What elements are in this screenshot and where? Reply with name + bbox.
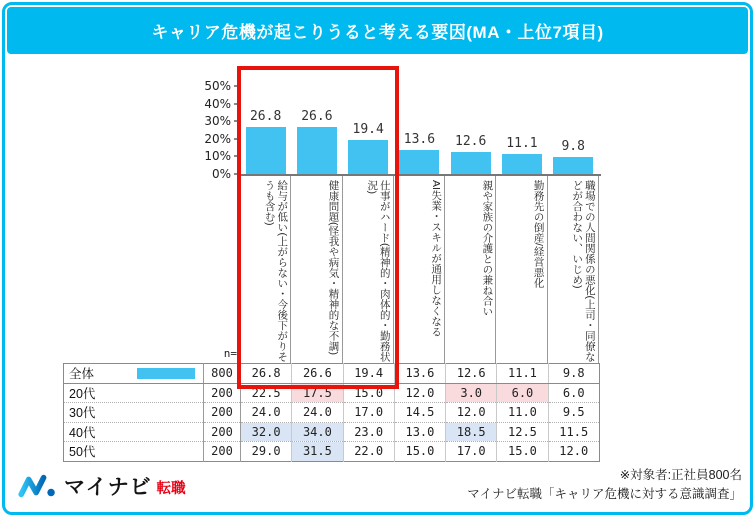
row-label: 30代 bbox=[69, 406, 96, 421]
logo-brand-text: マイナビ bbox=[64, 476, 152, 499]
table-cell-value: 24.0 bbox=[241, 403, 292, 423]
table-cell-value: 22.5 bbox=[241, 383, 292, 403]
table-row bbox=[64, 442, 600, 462]
category-label: 親や家族の介護との兼ね合い bbox=[445, 176, 496, 363]
table-cell-value: 13.0 bbox=[394, 422, 445, 442]
table-cell-value: 12.0 bbox=[548, 442, 599, 462]
category-label: AI失業・スキルが通用しなくなる bbox=[394, 176, 445, 363]
y-tick-label: 10% bbox=[204, 149, 231, 164]
row-n-value: 200 bbox=[204, 422, 241, 442]
table-cell-value: 12.0 bbox=[394, 383, 445, 403]
y-tick-mark bbox=[234, 138, 239, 140]
row-n-value: 800 bbox=[204, 364, 241, 384]
table-cell-value: 3.0 bbox=[446, 383, 497, 403]
table-cell-value: 15.0 bbox=[343, 383, 394, 403]
table-cell-value: 18.5 bbox=[446, 422, 497, 442]
bar-column bbox=[394, 86, 445, 174]
y-tick-mark bbox=[234, 120, 239, 122]
category-label: 勤務先の倒産/経営悪化 bbox=[496, 176, 547, 363]
bar bbox=[297, 127, 337, 174]
table-cell-value: 9.8 bbox=[548, 364, 599, 384]
row-label: 20代 bbox=[69, 386, 96, 401]
bar-value-label: 13.6 bbox=[403, 132, 436, 148]
y-tick-label: 40% bbox=[204, 96, 231, 111]
source-note-line1: ※対象者:正社員800名 bbox=[619, 468, 742, 482]
table-cell-value: 11.5 bbox=[548, 422, 599, 442]
table-cell-value: 14.5 bbox=[394, 403, 445, 423]
bar-column bbox=[496, 86, 547, 174]
row-label: 50代 bbox=[69, 445, 96, 460]
y-tick-label: 20% bbox=[204, 131, 231, 146]
table-cell-value: 12.6 bbox=[446, 364, 497, 384]
y-tick-mark bbox=[234, 103, 239, 105]
table-row bbox=[64, 403, 600, 423]
row-label: 40代 bbox=[69, 425, 96, 440]
table-cell-value: 15.0 bbox=[394, 442, 445, 462]
table-cell-value: 26.8 bbox=[241, 364, 292, 384]
category-labels bbox=[240, 176, 599, 363]
table-cell-value: 24.0 bbox=[292, 403, 343, 423]
table-cell-value: 26.6 bbox=[292, 364, 343, 384]
plot-area bbox=[240, 86, 599, 174]
table-cell-value: 17.0 bbox=[446, 442, 497, 462]
n-equals-label: n= bbox=[223, 347, 237, 360]
category-label: 職場での人間関係の悪化(上司・同僚などが合わない、いじめ) bbox=[548, 176, 599, 363]
page-title: キャリア危機が起こりうると考える要因(MA・上位7項目) bbox=[7, 7, 748, 54]
table-cell-value: 17.0 bbox=[343, 403, 394, 423]
source-note-line2: マイナビ転職「キャリア危機に対する意識調査」 bbox=[467, 486, 742, 501]
category-label: 健康問題(怪我や病気・精神的な不調) bbox=[291, 176, 342, 363]
legend-swatch bbox=[137, 368, 195, 379]
bar-value-label: 9.8 bbox=[561, 138, 585, 154]
table-cell-value: 13.6 bbox=[394, 364, 445, 384]
table-cell-value: 17.5 bbox=[292, 383, 343, 403]
bar-column bbox=[445, 86, 496, 174]
row-n-value: 200 bbox=[204, 442, 241, 462]
data-table bbox=[63, 363, 600, 462]
bar bbox=[451, 152, 491, 174]
y-tick-label: 50% bbox=[204, 79, 231, 93]
logo-service-text: 転職 bbox=[156, 481, 186, 497]
bar-column bbox=[548, 86, 599, 174]
y-tick-mark bbox=[234, 85, 239, 87]
y-tick-mark bbox=[234, 155, 239, 157]
table-cell-value: 31.5 bbox=[292, 442, 343, 462]
table-cell-value: 15.0 bbox=[497, 442, 548, 462]
category-label: 給与が低い(上がらない・今後下がりそうも含む) bbox=[240, 176, 291, 363]
table-cell-value: 23.0 bbox=[343, 422, 394, 442]
bar bbox=[348, 140, 388, 174]
bar bbox=[502, 154, 542, 174]
table-cell-value: 12.0 bbox=[446, 403, 497, 423]
row-n-value: 200 bbox=[204, 383, 241, 403]
bar-value-label: 26.8 bbox=[249, 108, 282, 124]
category-label: 仕事がハード(精神的・肉体的・勤務状況) bbox=[343, 176, 394, 363]
table-row bbox=[64, 383, 600, 403]
bar-column bbox=[240, 86, 291, 174]
row-label: 全体 bbox=[69, 367, 95, 382]
bar-value-label: 26.6 bbox=[301, 109, 333, 125]
source-note bbox=[467, 466, 742, 504]
table-row bbox=[64, 422, 600, 442]
row-n-value: 200 bbox=[204, 403, 241, 423]
bar bbox=[553, 157, 593, 174]
y-tick-label: 30% bbox=[204, 114, 231, 129]
table-cell-value: 22.0 bbox=[343, 442, 394, 462]
table-cell-value: 11.1 bbox=[497, 364, 548, 384]
bar-value-label: 12.6 bbox=[455, 133, 487, 149]
table-cell-value: 9.5 bbox=[548, 403, 599, 423]
bar-column bbox=[343, 86, 394, 174]
table-cell-value: 19.4 bbox=[343, 364, 394, 384]
table-cell-value: 12.5 bbox=[497, 422, 548, 442]
table-cell-value: 29.0 bbox=[241, 442, 292, 462]
bar bbox=[399, 150, 439, 174]
bar-value-label: 11.1 bbox=[506, 136, 538, 152]
bar-column bbox=[291, 86, 342, 174]
table-cell-value: 34.0 bbox=[292, 422, 343, 442]
table-cell-value: 32.0 bbox=[241, 422, 292, 442]
bar bbox=[246, 127, 286, 174]
table-cell-value: 6.0 bbox=[497, 383, 548, 403]
table-row bbox=[64, 364, 600, 384]
y-tick-label: 0% bbox=[211, 167, 231, 181]
mynavi-logo bbox=[18, 471, 186, 501]
bar-value-label: 19.4 bbox=[352, 121, 384, 137]
table-cell-value: 6.0 bbox=[548, 383, 599, 403]
table-cell-value: 11.0 bbox=[497, 403, 548, 423]
mynavi-wave-icon bbox=[18, 472, 58, 500]
